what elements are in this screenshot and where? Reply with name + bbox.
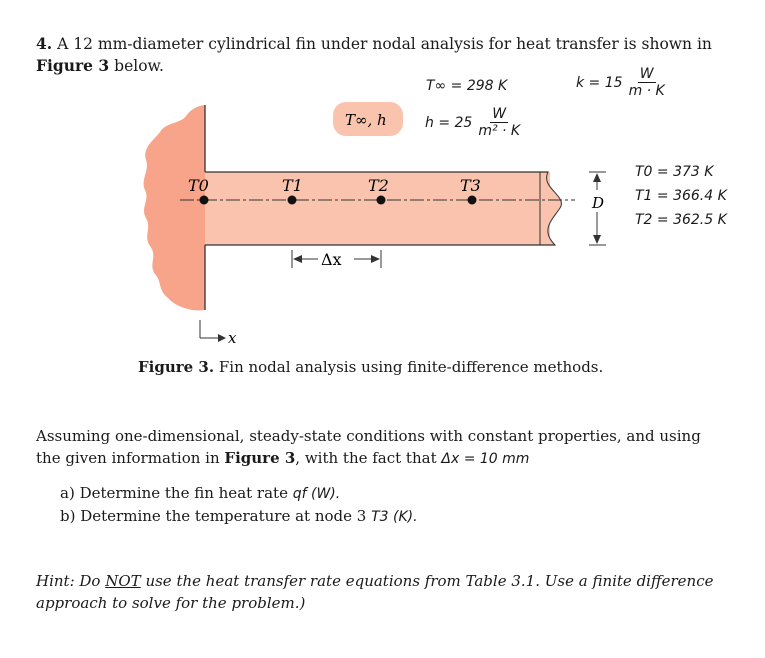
h-label-group (425, 106, 520, 139)
k-unit-num: W (639, 66, 654, 82)
question-list (60, 482, 418, 528)
node-0 (200, 196, 209, 205)
assumption-figure-ref: Figure 3 (224, 449, 296, 467)
figure-caption (138, 358, 603, 376)
given-t1: T1 = 366.4 K (635, 188, 727, 204)
k-label-group (576, 66, 665, 99)
fin-end (540, 172, 561, 245)
problem-text: A 12 mm-diameter cylindrical fin under nodal analysis for heat transfer is shown in (57, 35, 712, 53)
node-3 (468, 196, 477, 205)
question-b: b) Determine the temperature at node 3 T3 (K). (60, 507, 418, 525)
given-temps (635, 160, 727, 232)
assumption-line2: the given information in (36, 449, 220, 467)
x-axis-label: x (228, 329, 237, 347)
problem-number: 4. (36, 34, 53, 53)
given-t0: T0 = 373 K (635, 164, 714, 180)
dx-label: Δx (321, 250, 342, 269)
assumption-text (36, 425, 736, 470)
hint-text: Hint: Do NOT use the heat transfer rate equations from Table 3.1. Use a finite difference approach to solve for the problem.) (36, 572, 714, 612)
assumption-line1: Assuming one-dimensional, steady-state conditions with constant properties, and using (36, 427, 701, 445)
h-unit-num: W (492, 106, 507, 122)
node-label-2: T2 (368, 176, 389, 195)
dx-value: Δx = 10 mm (441, 451, 530, 467)
hint-not: NOT (105, 572, 141, 590)
caption-text: Fin nodal analysis using finite-difference methods. (218, 358, 604, 376)
conv-bubble-label: T∞, h (345, 111, 387, 129)
node-label-1: T1 (282, 176, 303, 195)
k-unit-den: m · K (628, 83, 665, 99)
d-label: D (592, 194, 605, 212)
problem-text-end: below. (114, 57, 164, 75)
node-label-3: T3 (460, 176, 481, 195)
h-unit-den: m² · K (478, 123, 521, 139)
node-label-0: T0 (188, 176, 209, 195)
figure-ref: Figure 3 (36, 56, 110, 75)
caption-label: Figure 3. (138, 358, 215, 376)
t-inf-label: T∞ = 298 K (426, 78, 508, 94)
k-label: k = 15 (576, 74, 623, 91)
node-2 (377, 196, 386, 205)
given-t2: T2 = 362.5 K (635, 212, 727, 228)
question-a: a) Determine the fin heat rate qf (W). (60, 484, 341, 502)
assumption-line2b: , with the fact that (295, 449, 437, 467)
h-label: h = 25 (425, 114, 473, 131)
node-1 (288, 196, 297, 205)
